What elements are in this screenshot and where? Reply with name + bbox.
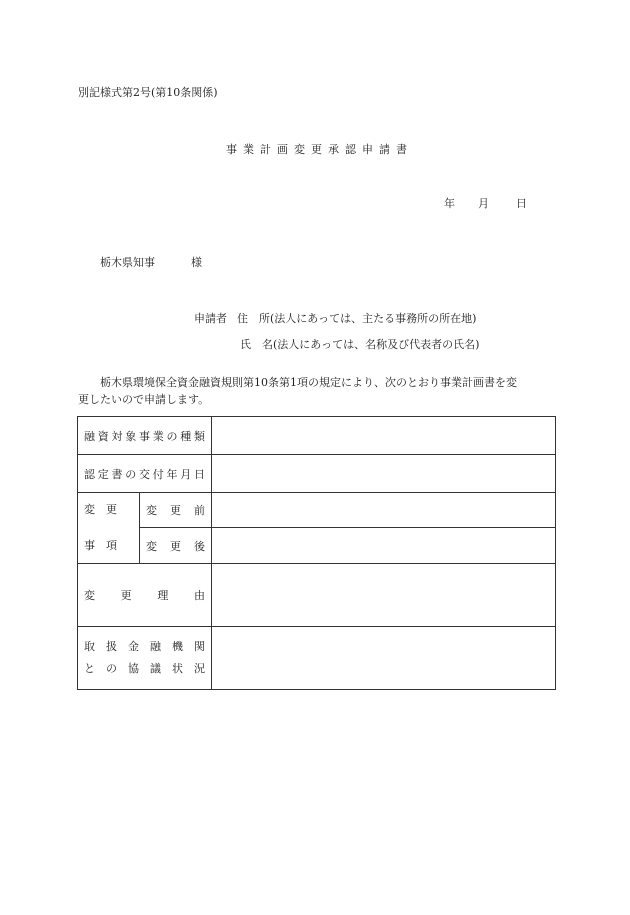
field-business-type[interactable] <box>212 417 556 455</box>
addressee-name: 栃木県知事 <box>100 256 155 269</box>
table-row <box>78 493 556 528</box>
field-issue-date[interactable] <box>212 455 556 493</box>
applicant-address-line <box>194 312 476 326</box>
label-before-change: 変 更 前 <box>140 493 212 528</box>
label-bank-consultation: 取 扱 金 融 機 関 と の 協 議 状 況 <box>78 627 212 690</box>
application-table <box>77 416 556 690</box>
name-note: (法人にあっては、名称及び代表者の氏名) <box>273 338 480 351</box>
address-label: 住 所 <box>237 312 270 325</box>
date-month: 月 <box>478 197 489 210</box>
table-row <box>78 455 556 493</box>
label-change-item <box>78 493 140 564</box>
label-issue-date: 認 定 書 の 交 付 年 月 日 <box>78 455 212 493</box>
label-change-item-line1: 変 更 <box>84 503 117 516</box>
field-change-reason[interactable] <box>212 564 556 627</box>
date-day: 日 <box>516 197 527 210</box>
label-business-type: 融 資 対 象 事 業 の 種 類 <box>78 417 212 455</box>
table-row <box>78 417 556 455</box>
date-year: 年 <box>444 197 455 210</box>
body-line-1: 栃木県環境保全資金融資規則第10条第1項の規定により、次のとおり事業計画書を変 <box>100 376 517 389</box>
field-after-change[interactable] <box>212 528 556 564</box>
table-row <box>78 528 556 564</box>
label-after-change: 変 更 後 <box>140 528 212 564</box>
label-change-reason: 変 更 理 由 <box>78 564 212 627</box>
body-line-2: 更したいので申請します。 <box>78 393 210 406</box>
date-line <box>444 197 527 211</box>
table-row <box>78 627 556 690</box>
body-text <box>78 374 558 408</box>
table-row <box>78 564 556 627</box>
address-note: (法人にあっては、主たる事務所の所在地) <box>270 312 477 325</box>
field-bank-consultation[interactable] <box>212 627 556 690</box>
field-before-change[interactable] <box>212 493 556 528</box>
applicant-role-label: 申請者 <box>194 312 227 325</box>
applicant-name-line <box>240 338 479 352</box>
document-title: 事業計画変更承認申請書 <box>226 143 413 156</box>
name-label: 氏 名 <box>240 338 273 351</box>
addressee-honorific: 様 <box>191 256 202 269</box>
label-change-item-line2: 事 項 <box>84 539 117 552</box>
addressee <box>100 256 202 270</box>
form-number: 別記様式第2号(第10条関係) <box>78 86 218 99</box>
